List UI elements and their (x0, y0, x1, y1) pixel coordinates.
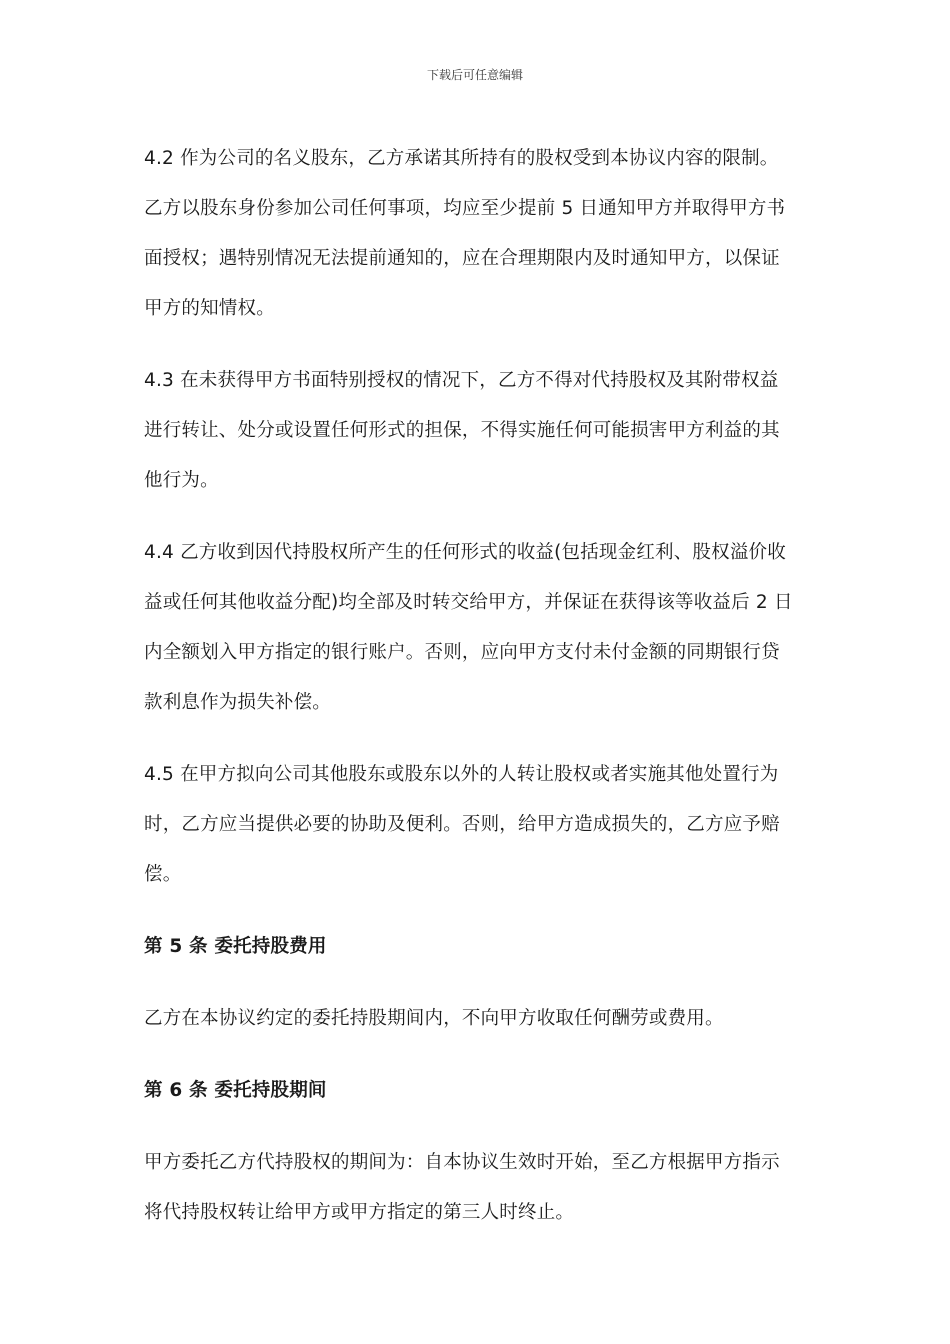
article-6-title (144, 1066, 806, 1116)
text-line: 偿。 (144, 864, 182, 885)
text-line: 4.5 在甲方拟向公司其他股东或股东以外的人转让股权或者实施其他处置行为 (144, 764, 779, 785)
text-line: 面授权；遇特别情况无法提前通知的，应在合理期限内及时通知甲方，以保证 (144, 248, 780, 269)
text-line: 甲方的知情权。 (144, 298, 275, 319)
text-line: 乙方在本协议约定的委托持股期间内，不向甲方收取任何酬劳或费用。 (144, 1008, 724, 1029)
text-line: 4.4 乙方收到因代持股权所产生的任何形式的收益(包括现金红利、股权溢价收 (144, 542, 786, 563)
page-header-note: 下载后可任意编辑 (426, 68, 523, 82)
text-line: 4.3 在未获得甲方书面特别授权的情况下，乙方不得对代持股权及其附带权益 (144, 370, 779, 391)
text-line: 乙方以股东身份参加公司任何事项，均应至少提前 5 日通知甲方并取得甲方书 (144, 198, 786, 219)
clause-4-4 (144, 528, 806, 728)
text-line: 益或任何其他收益分配)均全部及时转交给甲方，并保证在获得该等收益后 2 日 (144, 592, 793, 613)
section-heading: 第 6 条 委托持股期间 (144, 1080, 327, 1101)
clause-4-3 (144, 356, 806, 506)
clause-4-5 (144, 750, 806, 900)
text-line: 将代持股权转让给甲方或甲方指定的第三人时终止。 (144, 1202, 575, 1223)
text-line: 他行为。 (144, 470, 219, 491)
text-line: 4.2 作为公司的名义股东，乙方承诺其所持有的股权受到本协议内容的限制。 (144, 148, 779, 169)
article-5-body (144, 994, 806, 1044)
text-line: 款利息作为损失补偿。 (144, 692, 332, 713)
document-body (144, 134, 806, 1260)
text-line: 进行转让、处分或设置任何形式的担保，不得实施任何可能损害甲方利益的其 (144, 420, 780, 441)
clause-4-2 (144, 134, 806, 334)
text-line: 时，乙方应当提供必要的协助及便利。否则，给甲方造成损失的，乙方应予赔 (144, 814, 780, 835)
article-5-title (144, 922, 806, 972)
text-line: 甲方委托乙方代持股权的期间为：自本协议生效时开始，至乙方根据甲方指示 (144, 1152, 780, 1173)
text-line: 内全额划入甲方指定的银行账户。否则，应向甲方支付未付金额的同期银行贷 (144, 642, 780, 663)
article-6-body (144, 1138, 806, 1238)
section-heading: 第 5 条 委托持股费用 (144, 936, 327, 957)
